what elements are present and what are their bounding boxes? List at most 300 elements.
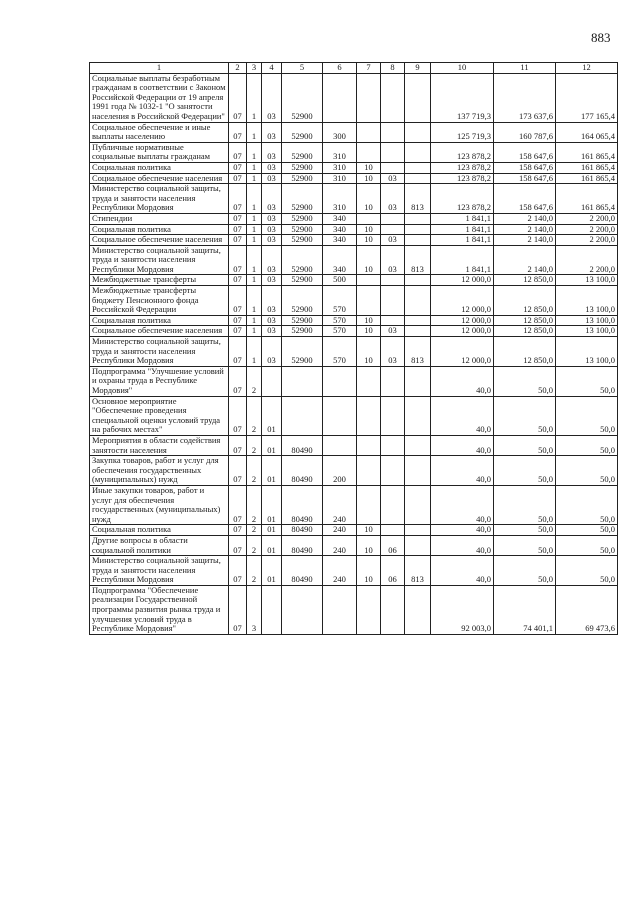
amount-year-3-cell: 50,0: [556, 535, 618, 555]
code-direction-cell: 52900: [282, 275, 323, 286]
table-row: [90, 585, 618, 634]
code-pp-cell: 1: [247, 73, 262, 122]
code-gp-cell: 07: [229, 366, 247, 396]
amount-year-2-cell: 50,0: [494, 396, 556, 435]
code-vr-cell: 570: [323, 326, 357, 337]
code-gp-cell: 07: [229, 235, 247, 246]
code-om-cell: 03: [262, 275, 282, 286]
amount-year-2-cell: 50,0: [494, 485, 556, 524]
amount-year-2-cell: 50,0: [494, 435, 556, 455]
code-pr-cell: [381, 213, 405, 224]
table-row: [90, 235, 618, 246]
code-gp-cell: 07: [229, 73, 247, 122]
code-vr-cell: 310: [323, 162, 357, 173]
code-direction-cell: 52900: [282, 286, 323, 316]
code-vr-cell: 310: [323, 184, 357, 214]
code-om-cell: 03: [262, 184, 282, 214]
code-rz-cell: 10: [357, 326, 381, 337]
code-rz-cell: 10: [357, 184, 381, 214]
table-row: [90, 122, 618, 142]
code-pp-cell: 1: [247, 235, 262, 246]
amount-year-1-cell: 40,0: [431, 396, 494, 435]
table-row: [90, 286, 618, 316]
code-direction-cell: [282, 585, 323, 634]
table-row: [90, 337, 618, 367]
amount-year-2-cell: 2 140,0: [494, 245, 556, 275]
code-pr-cell: 03: [381, 245, 405, 275]
code-om-cell: 03: [262, 326, 282, 337]
item-name-cell: Межбюджетные трансферты бюджету Пенсионного фонда Российской Федерации: [90, 286, 229, 316]
code-pr-cell: [381, 162, 405, 173]
col-header: 9: [405, 63, 431, 74]
code-pp-cell: 1: [247, 162, 262, 173]
code-grbs-cell: [405, 213, 431, 224]
code-direction-cell: 52900: [282, 142, 323, 162]
code-gp-cell: 07: [229, 224, 247, 235]
code-pp-cell: 1: [247, 326, 262, 337]
amount-year-3-cell: 161 865,4: [556, 173, 618, 184]
code-pp-cell: 2: [247, 485, 262, 524]
code-om-cell: 03: [262, 286, 282, 316]
table-row: [90, 213, 618, 224]
amount-year-3-cell: 2 200,0: [556, 245, 618, 275]
code-grbs-cell: 813: [405, 556, 431, 586]
code-rz-cell: [357, 275, 381, 286]
item-name-cell: Подпрограмма "Обеспечение реализации Государственной программы развития рынка труда и улучшения условий труда в Республике Мордовия": [90, 585, 229, 634]
code-om-cell: 03: [262, 73, 282, 122]
code-direction-cell: 80490: [282, 525, 323, 536]
amount-year-2-cell: 50,0: [494, 456, 556, 486]
code-rz-cell: 10: [357, 556, 381, 586]
code-grbs-cell: [405, 286, 431, 316]
code-gp-cell: 07: [229, 435, 247, 455]
amount-year-3-cell: 50,0: [556, 366, 618, 396]
col-header: 2: [229, 63, 247, 74]
code-gp-cell: 07: [229, 286, 247, 316]
amount-year-3-cell: 50,0: [556, 525, 618, 536]
item-name-cell: Социальная политика: [90, 315, 229, 326]
code-direction-cell: 52900: [282, 337, 323, 367]
amount-year-3-cell: 164 065,4: [556, 122, 618, 142]
code-om-cell: 03: [262, 173, 282, 184]
amount-year-3-cell: 50,0: [556, 456, 618, 486]
item-name-cell: Социальная политика: [90, 525, 229, 536]
table-row: [90, 73, 618, 122]
code-om-cell: 03: [262, 122, 282, 142]
code-pr-cell: [381, 525, 405, 536]
code-pp-cell: 1: [247, 315, 262, 326]
code-om-cell: 01: [262, 456, 282, 486]
amount-year-3-cell: 2 200,0: [556, 213, 618, 224]
code-pp-cell: 1: [247, 184, 262, 214]
code-rz-cell: 10: [357, 245, 381, 275]
code-om-cell: 03: [262, 162, 282, 173]
code-direction-cell: 80490: [282, 456, 323, 486]
amount-year-1-cell: 125 719,3: [431, 122, 494, 142]
code-rz-cell: 10: [357, 315, 381, 326]
code-gp-cell: 07: [229, 326, 247, 337]
amount-year-3-cell: 161 865,4: [556, 162, 618, 173]
code-rz-cell: [357, 122, 381, 142]
code-grbs-cell: [405, 275, 431, 286]
code-direction-cell: 52900: [282, 235, 323, 246]
code-pr-cell: 06: [381, 535, 405, 555]
amount-year-3-cell: 69 473,6: [556, 585, 618, 634]
code-gp-cell: 07: [229, 585, 247, 634]
code-om-cell: 01: [262, 485, 282, 524]
code-gp-cell: 07: [229, 275, 247, 286]
table-body: [90, 73, 618, 634]
table-row: [90, 525, 618, 536]
code-pp-cell: 2: [247, 525, 262, 536]
code-gp-cell: 07: [229, 315, 247, 326]
code-om-cell: 03: [262, 315, 282, 326]
amount-year-2-cell: 50,0: [494, 535, 556, 555]
item-name-cell: Публичные нормативные социальные выплаты гражданам: [90, 142, 229, 162]
code-rz-cell: [357, 435, 381, 455]
code-direction-cell: 52900: [282, 245, 323, 275]
code-rz-cell: [357, 585, 381, 634]
amount-year-1-cell: 1 841,1: [431, 235, 494, 246]
amount-year-2-cell: 2 140,0: [494, 224, 556, 235]
item-name-cell: Мероприятия в области содействия занятости населения: [90, 435, 229, 455]
item-name-cell: Министерство социальной защиты, труда и занятости населения Республики Мордовия: [90, 337, 229, 367]
table-row: [90, 485, 618, 524]
code-vr-cell: 340: [323, 245, 357, 275]
code-om-cell: 03: [262, 224, 282, 235]
code-pr-cell: [381, 142, 405, 162]
amount-year-1-cell: 40,0: [431, 456, 494, 486]
code-pp-cell: 3: [247, 585, 262, 634]
col-header: 3: [247, 63, 262, 74]
code-direction-cell: 52900: [282, 315, 323, 326]
item-name-cell: Министерство социальной защиты, труда и занятости населения Республики Мордовия: [90, 184, 229, 214]
code-pr-cell: [381, 485, 405, 524]
code-pp-cell: 1: [247, 286, 262, 316]
table-row: [90, 456, 618, 486]
code-om-cell: 03: [262, 337, 282, 367]
code-direction-cell: 52900: [282, 326, 323, 337]
table-row: [90, 142, 618, 162]
amount-year-1-cell: 12 000,0: [431, 326, 494, 337]
budget-table: [89, 62, 618, 635]
code-vr-cell: 340: [323, 224, 357, 235]
code-vr-cell: 340: [323, 213, 357, 224]
code-pr-cell: [381, 366, 405, 396]
header-row: [90, 63, 618, 74]
table-row: [90, 556, 618, 586]
code-direction-cell: 52900: [282, 224, 323, 235]
code-rz-cell: [357, 485, 381, 524]
amount-year-2-cell: 158 647,6: [494, 173, 556, 184]
amount-year-1-cell: 123 878,2: [431, 173, 494, 184]
code-pp-cell: 2: [247, 435, 262, 455]
page-number: 883: [591, 30, 611, 45]
code-grbs-cell: 813: [405, 245, 431, 275]
amount-year-1-cell: 12 000,0: [431, 337, 494, 367]
amount-year-3-cell: 177 165,4: [556, 73, 618, 122]
table-row: [90, 184, 618, 214]
amount-year-1-cell: 12 000,0: [431, 315, 494, 326]
code-pr-cell: [381, 224, 405, 235]
item-name-cell: Другие вопросы в области социальной политики: [90, 535, 229, 555]
code-pp-cell: 2: [247, 456, 262, 486]
table-row: [90, 396, 618, 435]
amount-year-2-cell: 74 401,1: [494, 585, 556, 634]
col-header: 11: [494, 63, 556, 74]
code-om-cell: [262, 366, 282, 396]
code-pp-cell: 2: [247, 535, 262, 555]
col-header: 10: [431, 63, 494, 74]
code-vr-cell: 240: [323, 535, 357, 555]
code-gp-cell: 07: [229, 396, 247, 435]
code-vr-cell: [323, 435, 357, 455]
table-row: [90, 435, 618, 455]
code-vr-cell: 500: [323, 275, 357, 286]
table-row: [90, 173, 618, 184]
table-row: [90, 315, 618, 326]
code-om-cell: [262, 585, 282, 634]
amount-year-2-cell: 50,0: [494, 525, 556, 536]
amount-year-1-cell: 40,0: [431, 535, 494, 555]
code-pr-cell: [381, 435, 405, 455]
code-grbs-cell: [405, 142, 431, 162]
amount-year-2-cell: 158 647,6: [494, 162, 556, 173]
item-name-cell: Основное мероприятие "Обеспечение проведения специальной оценки условий труда на рабочих местах": [90, 396, 229, 435]
code-gp-cell: 07: [229, 162, 247, 173]
code-vr-cell: [323, 585, 357, 634]
code-pp-cell: 2: [247, 366, 262, 396]
amount-year-3-cell: 161 865,4: [556, 184, 618, 214]
amount-year-2-cell: 12 850,0: [494, 275, 556, 286]
amount-year-3-cell: 13 100,0: [556, 337, 618, 367]
code-direction-cell: 80490: [282, 435, 323, 455]
code-gp-cell: 07: [229, 142, 247, 162]
amount-year-1-cell: 12 000,0: [431, 275, 494, 286]
code-vr-cell: 310: [323, 142, 357, 162]
code-direction-cell: 52900: [282, 213, 323, 224]
code-rz-cell: [357, 396, 381, 435]
code-grbs-cell: [405, 435, 431, 455]
amount-year-3-cell: 50,0: [556, 396, 618, 435]
table-row: [90, 275, 618, 286]
amount-year-1-cell: 92 003,0: [431, 585, 494, 634]
code-gp-cell: 07: [229, 337, 247, 367]
code-vr-cell: [323, 366, 357, 396]
code-om-cell: 03: [262, 245, 282, 275]
code-om-cell: 01: [262, 435, 282, 455]
code-grbs-cell: [405, 525, 431, 536]
table-row: [90, 224, 618, 235]
amount-year-1-cell: 40,0: [431, 485, 494, 524]
code-pp-cell: 1: [247, 275, 262, 286]
amount-year-3-cell: 50,0: [556, 485, 618, 524]
table-row: [90, 162, 618, 173]
item-name-cell: Социальное обеспечение населения: [90, 173, 229, 184]
code-rz-cell: 10: [357, 337, 381, 367]
code-rz-cell: 10: [357, 224, 381, 235]
code-gp-cell: 07: [229, 213, 247, 224]
code-rz-cell: 10: [357, 235, 381, 246]
code-grbs-cell: [405, 585, 431, 634]
code-grbs-cell: [405, 485, 431, 524]
amount-year-2-cell: 12 850,0: [494, 326, 556, 337]
code-grbs-cell: [405, 326, 431, 337]
amount-year-1-cell: 40,0: [431, 556, 494, 586]
amount-year-2-cell: 158 647,6: [494, 184, 556, 214]
code-pr-cell: 03: [381, 326, 405, 337]
amount-year-2-cell: 50,0: [494, 556, 556, 586]
code-pp-cell: 1: [247, 337, 262, 367]
amount-year-1-cell: 40,0: [431, 435, 494, 455]
code-pr-cell: [381, 315, 405, 326]
table-row: [90, 245, 618, 275]
code-rz-cell: 10: [357, 535, 381, 555]
amount-year-3-cell: 2 200,0: [556, 224, 618, 235]
code-grbs-cell: 813: [405, 184, 431, 214]
amount-year-1-cell: 40,0: [431, 525, 494, 536]
code-om-cell: 01: [262, 396, 282, 435]
code-pp-cell: 1: [247, 173, 262, 184]
amount-year-3-cell: 13 100,0: [556, 326, 618, 337]
item-name-cell: Социальное обеспечение населения: [90, 326, 229, 337]
code-direction-cell: 80490: [282, 485, 323, 524]
code-pr-cell: 03: [381, 184, 405, 214]
code-pr-cell: [381, 585, 405, 634]
amount-year-1-cell: 1 841,1: [431, 245, 494, 275]
amount-year-2-cell: 12 850,0: [494, 286, 556, 316]
item-name-cell: Подпрограмма "Улучшение условий и охраны труда в Республике Мордовия": [90, 366, 229, 396]
code-pp-cell: 1: [247, 213, 262, 224]
code-grbs-cell: [405, 366, 431, 396]
amount-year-2-cell: 12 850,0: [494, 315, 556, 326]
amount-year-3-cell: 13 100,0: [556, 275, 618, 286]
item-name-cell: Социальное обеспечение и иные выплаты населению: [90, 122, 229, 142]
code-pr-cell: [381, 396, 405, 435]
code-om-cell: 03: [262, 213, 282, 224]
code-gp-cell: 07: [229, 485, 247, 524]
code-vr-cell: [323, 73, 357, 122]
code-grbs-cell: [405, 315, 431, 326]
code-om-cell: 03: [262, 142, 282, 162]
code-om-cell: 03: [262, 235, 282, 246]
code-rz-cell: [357, 73, 381, 122]
col-header: 6: [323, 63, 357, 74]
amount-year-1-cell: 12 000,0: [431, 286, 494, 316]
code-rz-cell: 10: [357, 525, 381, 536]
code-direction-cell: [282, 396, 323, 435]
col-header: 5: [282, 63, 323, 74]
code-direction-cell: [282, 366, 323, 396]
code-pr-cell: 03: [381, 337, 405, 367]
item-name-cell: Межбюджетные трансферты: [90, 275, 229, 286]
code-grbs-cell: [405, 235, 431, 246]
col-header: 4: [262, 63, 282, 74]
code-gp-cell: 07: [229, 122, 247, 142]
item-name-cell: Социальное обеспечение населения: [90, 235, 229, 246]
code-direction-cell: 52900: [282, 162, 323, 173]
table-row: [90, 535, 618, 555]
amount-year-2-cell: 158 647,6: [494, 142, 556, 162]
code-pr-cell: [381, 73, 405, 122]
amount-year-1-cell: 1 841,1: [431, 213, 494, 224]
item-name-cell: Закупка товаров, работ и услуг для обеспечения государственных (муниципальных) нужд: [90, 456, 229, 486]
code-vr-cell: 240: [323, 525, 357, 536]
code-pp-cell: 1: [247, 224, 262, 235]
code-pp-cell: 2: [247, 556, 262, 586]
code-pr-cell: 03: [381, 173, 405, 184]
amount-year-1-cell: 1 841,1: [431, 224, 494, 235]
amount-year-2-cell: 160 787,6: [494, 122, 556, 142]
code-direction-cell: 52900: [282, 173, 323, 184]
code-gp-cell: 07: [229, 535, 247, 555]
item-name-cell: Министерство социальной защиты, труда и занятости населения Республики Мордовия: [90, 245, 229, 275]
code-vr-cell: 240: [323, 485, 357, 524]
item-name-cell: Социальная политика: [90, 162, 229, 173]
item-name-cell: Министерство социальной защиты, труда и занятости населения Республики Мордовия: [90, 556, 229, 586]
code-pr-cell: 03: [381, 235, 405, 246]
code-grbs-cell: [405, 73, 431, 122]
code-pr-cell: 06: [381, 556, 405, 586]
col-header: 8: [381, 63, 405, 74]
code-direction-cell: 52900: [282, 73, 323, 122]
amount-year-3-cell: 2 200,0: [556, 235, 618, 246]
code-pr-cell: [381, 275, 405, 286]
code-grbs-cell: [405, 162, 431, 173]
amount-year-2-cell: 50,0: [494, 366, 556, 396]
amount-year-1-cell: 40,0: [431, 366, 494, 396]
code-rz-cell: 10: [357, 173, 381, 184]
item-name-cell: Социальные выплаты безработным гражданам в соответствии с Законом Российской Федерации от 19 апреля 1991 года № 1032-1 "О занятости населения в Российской Федерации": [90, 73, 229, 122]
code-grbs-cell: [405, 224, 431, 235]
code-grbs-cell: [405, 396, 431, 435]
code-direction-cell: 52900: [282, 184, 323, 214]
item-name-cell: Иные закупки товаров, работ и услуг для обеспечения государственных (муниципальных) нужд: [90, 485, 229, 524]
table-row: [90, 366, 618, 396]
code-vr-cell: 570: [323, 286, 357, 316]
code-vr-cell: 200: [323, 456, 357, 486]
code-gp-cell: 07: [229, 173, 247, 184]
code-rz-cell: 10: [357, 162, 381, 173]
amount-year-1-cell: 123 878,2: [431, 162, 494, 173]
code-pp-cell: 1: [247, 142, 262, 162]
code-gp-cell: 07: [229, 184, 247, 214]
code-rz-cell: [357, 142, 381, 162]
code-gp-cell: 07: [229, 245, 247, 275]
amount-year-1-cell: 123 878,2: [431, 142, 494, 162]
code-pp-cell: 2: [247, 396, 262, 435]
code-rz-cell: [357, 213, 381, 224]
amount-year-2-cell: 173 637,6: [494, 73, 556, 122]
code-pr-cell: [381, 456, 405, 486]
code-om-cell: 01: [262, 556, 282, 586]
code-direction-cell: 80490: [282, 535, 323, 555]
code-vr-cell: 300: [323, 122, 357, 142]
amount-year-3-cell: 50,0: [556, 435, 618, 455]
code-rz-cell: [357, 286, 381, 316]
amount-year-1-cell: 123 878,2: [431, 184, 494, 214]
table-row: [90, 326, 618, 337]
code-gp-cell: 07: [229, 525, 247, 536]
code-direction-cell: 52900: [282, 122, 323, 142]
col-header: 7: [357, 63, 381, 74]
code-grbs-cell: [405, 122, 431, 142]
amount-year-3-cell: 13 100,0: [556, 286, 618, 316]
code-om-cell: 01: [262, 525, 282, 536]
item-name-cell: Стипендии: [90, 213, 229, 224]
amount-year-2-cell: 12 850,0: [494, 337, 556, 367]
code-vr-cell: 310: [323, 173, 357, 184]
